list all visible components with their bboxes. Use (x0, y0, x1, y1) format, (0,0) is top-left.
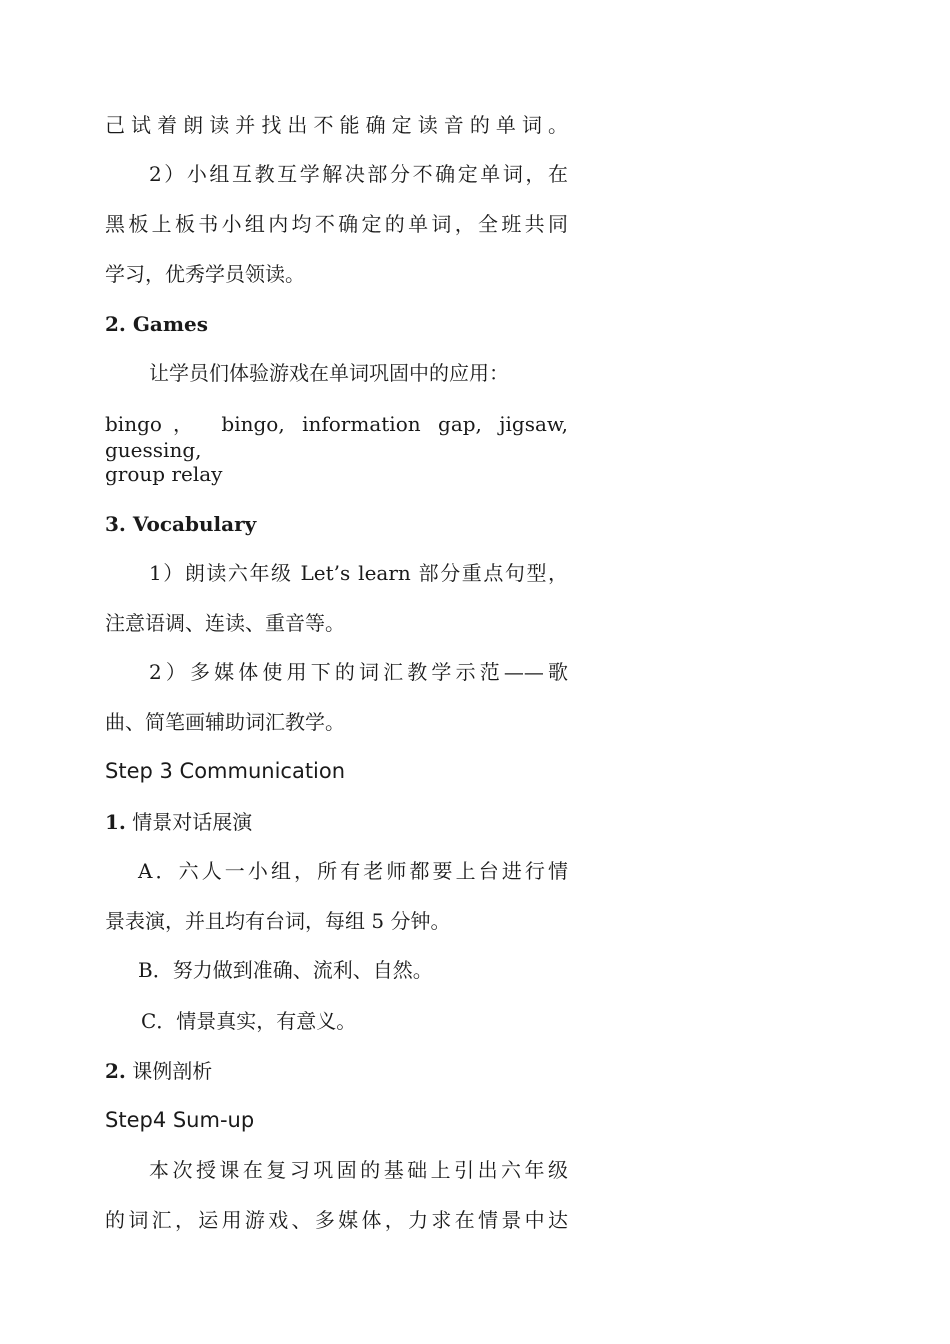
paragraph-line: A．六人一小组，所有老师都要上台进行情 (138, 859, 568, 883)
section-heading-games: 2. Games (105, 312, 209, 336)
paragraph-line: 2）小组互教互学解决部分不确定单词，在 (149, 162, 568, 186)
paragraph-line: 学习，优秀学员领读。 (105, 262, 305, 286)
step-heading-sum-up: Step4 Sum-up (105, 1108, 255, 1132)
paragraph-line: 景表演，并且均有台词，每组 5 分钟。 (105, 909, 451, 933)
numbered-heading (105, 809, 252, 835)
paragraph-line: 己试着朗读并找出不能确定读音的单词。 (105, 113, 568, 137)
paragraph-line: 黑板上板书小组内均不确定的单词，全班共同 (105, 212, 568, 236)
paragraph-line: bingo， bingo, information gap, jigsaw, guessing, (105, 412, 568, 462)
paragraph-line: 2）多媒体使用下的词汇教学示范——歌 (149, 660, 568, 684)
paragraph-line: 本次授课在复习巩固的基础上引出六年级 (149, 1158, 568, 1182)
paragraph-line: 让学员们体验游戏在单词巩固中的应用： (149, 361, 509, 385)
paragraph-line: 的词汇，运用游戏、多媒体，力求在情景中达 (105, 1208, 568, 1232)
paragraph-line: 注意语调、连读、重音等。 (105, 611, 345, 635)
item-number: 2. (105, 1059, 126, 1083)
item-title: 课例剖析 (132, 1059, 213, 1083)
paragraph-line: C．情景真实，有意义。 (141, 1009, 357, 1033)
paragraph-line: group relay (105, 462, 223, 486)
paragraph-line: 曲、简笔画辅助词汇教学。 (105, 710, 345, 734)
item-title: 情景对话展演 (132, 810, 253, 834)
paragraph-line: 1）朗读六年级 Let’s learn 部分重点句型， (149, 561, 568, 585)
numbered-heading (105, 1058, 212, 1084)
item-number: 1. (105, 810, 126, 834)
step-heading-communication: Step 3 Communication (105, 759, 346, 783)
section-heading-vocabulary: 3. Vocabulary (105, 512, 257, 536)
paragraph-line: B．努力做到准确、流利、自然。 (138, 958, 433, 982)
